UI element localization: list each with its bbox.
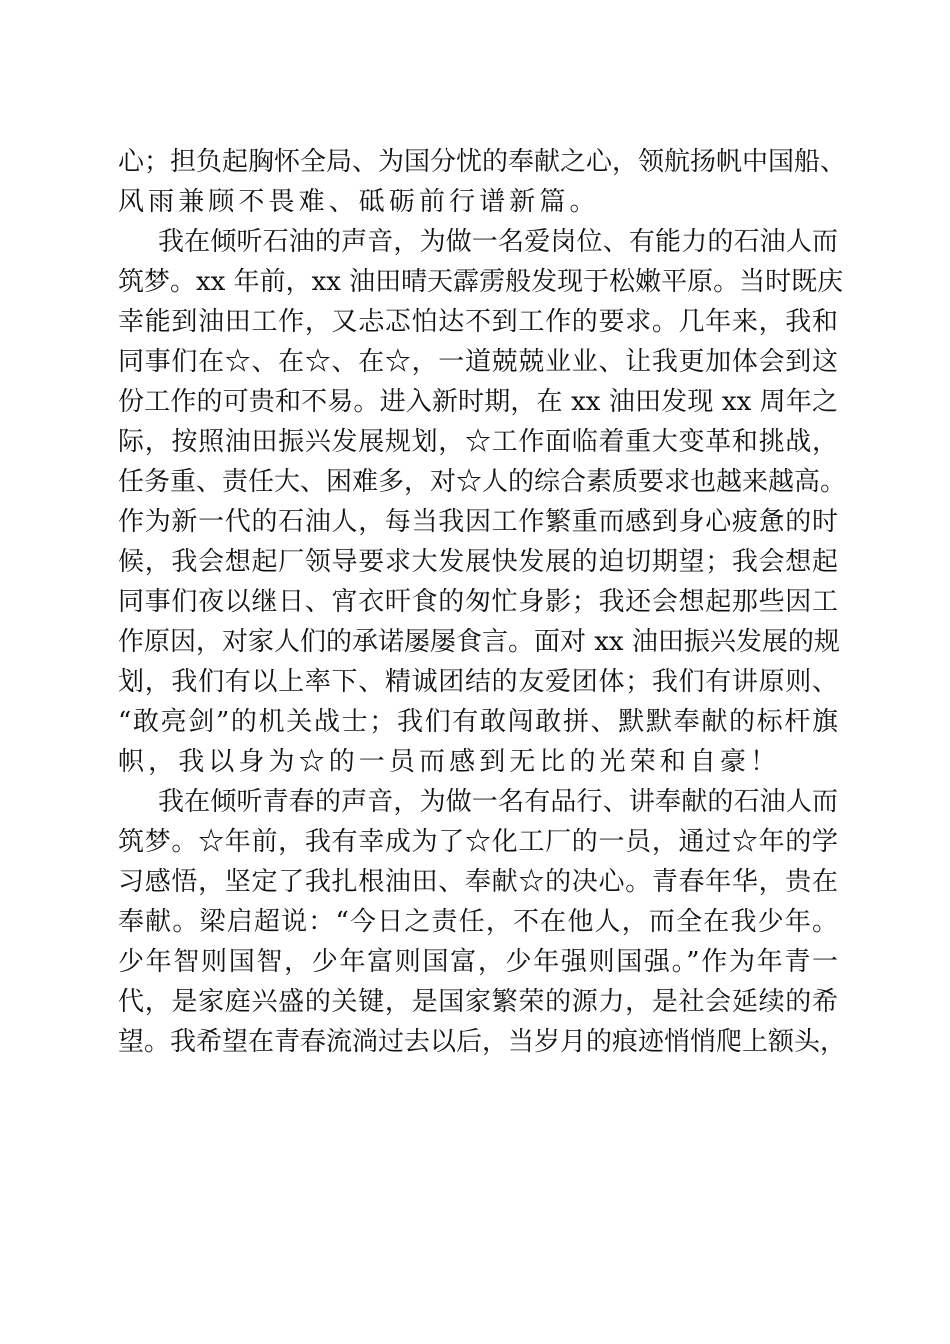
text-line: 同事们夜以继日、宵衣旰食的匆忙身影；我还会想起那些因工 xyxy=(118,587,838,617)
paragraph-first-line: 我在倾听石油的声音，为做一名爱岗位、有能力的石油人而 xyxy=(158,227,838,257)
text-line: 候，我会想起厂领导要求大发展快发展的迫切期望；我会想起 xyxy=(118,547,838,577)
text-line: 奉献。梁启超说：“今日之责任，不在他人，而全在我少年。 xyxy=(118,907,838,937)
text-line: 幸能到油田工作，又忐忑怕达不到工作的要求。几年来，我和 xyxy=(118,307,838,337)
text-line: 帜，我以身为☆的一员而感到无比的光荣和自豪！ xyxy=(118,747,781,777)
text-line: 习感悟，坚定了我扎根油田、奉献☆的决心。青春年华，贵在 xyxy=(118,867,838,897)
text-line: 筑梦。xx 年前，xx 油田晴天霹雳般发现于松嫩平原。当时既庆 xyxy=(118,267,844,297)
text-line: 际，按照油田振兴发展规划，☆工作面临着重大变革和挑战， xyxy=(118,427,838,457)
text-line: 筑梦。☆年前，我有幸成为了☆化工厂的一员，通过☆年的学 xyxy=(118,827,838,857)
text-line: 任务重、责任大、困难多，对☆人的综合素质要求也越来越高。 xyxy=(118,467,847,497)
text-line: 代，是家庭兴盛的关键，是国家繁荣的源力，是社会延续的希 xyxy=(118,987,838,1017)
text-line: 作为新一代的石油人，每当我因工作繁重而感到身心疲惫的时 xyxy=(118,507,838,537)
text-line: 份工作的可贵和不易。进入新时期，在 xx 油田发现 xx 周年之 xyxy=(118,387,838,417)
text-line: 划，我们有以上率下、精诚团结的友爱团体；我们有讲原则、 xyxy=(118,667,838,697)
paragraph-first-line: 我在倾听青春的声音，为做一名有品行、讲奉献的石油人而 xyxy=(158,787,838,817)
text-line: 少年智则国智，少年富则国富，少年强则国强。”作为年青一 xyxy=(118,947,838,977)
text-line: 心；担负起胸怀全局、为国分忧的奉献之心，领航扬帆中国船、 xyxy=(118,147,847,177)
text-line: 望。我希望在青春流淌过去以后，当岁月的痕迹悄悄爬上额头， xyxy=(118,1027,847,1057)
text-line: “敢亮剑”的机关战士；我们有敢闯敢拼、默默奉献的标杆旗 xyxy=(118,707,838,737)
text-line: 作原因，对家人们的承诺屡屡食言。面对 xx 油田振兴发展的规 xyxy=(118,627,840,657)
document-body xyxy=(118,142,847,1062)
text-line: 风雨兼顾不畏难、砥砺前行谱新篇。 xyxy=(118,187,600,217)
text-line: 同事们在☆、在☆、在☆，一道兢兢业业、让我更加体会到这 xyxy=(118,347,838,377)
